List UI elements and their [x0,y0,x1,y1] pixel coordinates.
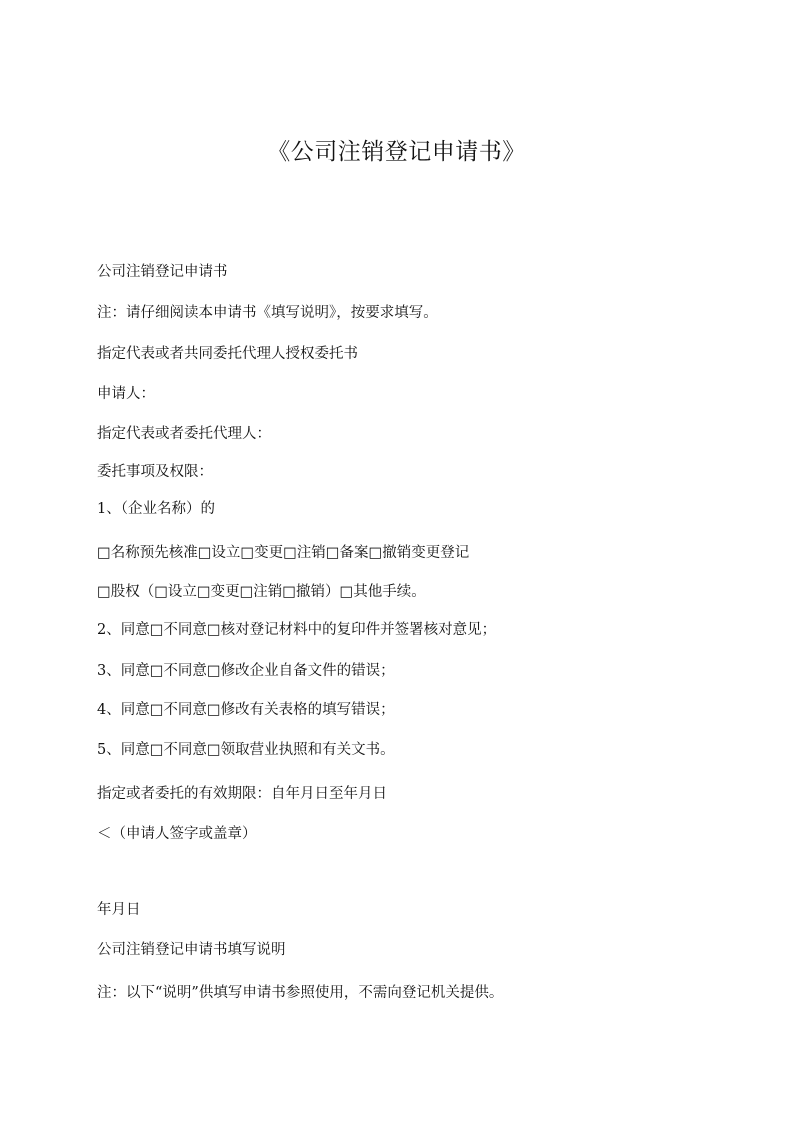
authorization-heading: 指定代表或者共同委托代理人授权委托书 [97,346,358,362]
item-1-options-row-2: □股权（□设立□变更□注销□撤销）□其他手续。 [97,584,426,600]
document-title: 《公司注销登记申请书》 [267,139,526,165]
item-2: 2、同意□不同意□核对登记材料中的复印件并签署核对意见； [97,622,497,638]
item-1-options-row-1: □名称预先核准□设立□变更□注销□备案□撤销变更登记 [97,545,470,561]
item-1: 1、（企业名称）的 [97,501,215,517]
form-heading: 公司注销登记申请书 [97,264,228,280]
item-5: 5、同意□不同意□领取营业执照和有关文书。 [97,742,395,758]
instructions-note: 注：以下“说明”供填写申请书参照使用，不需向登记机关提供。 [97,985,504,1001]
applicant-field: 申请人： [97,386,155,402]
item-3: 3、同意□不同意□修改企业自备文件的错误； [97,663,395,679]
instruction-note: 注：请仔细阅读本申请书《填写说明》，按要求填写。 [97,305,438,321]
instructions-heading: 公司注销登记申请书填写说明 [97,942,286,958]
agent-field: 指定代表或者委托代理人： [97,426,271,442]
validity-period: 指定或者委托的有效期限：自年月日至年月日 [97,786,387,802]
signature-line: ＜（申请人签字或盖章） [97,826,257,842]
authority-heading: 委托事项及权限： [97,464,213,480]
date-line: 年月日 [97,902,141,918]
item-4: 4、同意□不同意□修改有关表格的填写错误； [97,702,395,718]
